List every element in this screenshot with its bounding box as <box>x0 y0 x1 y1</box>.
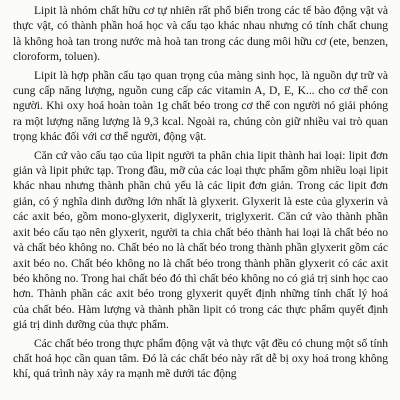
paragraph-lipid-role: Lipit là hợp phần cấu tạo quan trọng của màng sinh học, là nguồn dự trữ và cung cấp năng lượng, nguồn cung cấp các vitamin A, D, E, K... cho cơ thể con người. Khi oxy hoá hoàn toàn 1g chất béo trong cơ thể con người nó giải phóng ra một lượng năng lượng là 9,3 kcal. Ngoài ra, chúng còn giữ nhiều vai trò quan trọng khác đối với cơ thể người, động vật. <box>13 68 388 144</box>
paragraph-lipid-classification: Căn cứ vào cấu tạo của lipit người ta phân chia lipit thành hai loại: lipit đơn giản và lipit phức tạp. Trong đầu, mỡ của các loại thực phẩm gồm nhiều loại lipit khác nhau nhưng thành phần chủ yếu là các lipit đơn giản. Trong các lipit đơn giản, có ý nghĩa dinh dưỡng lớn nhất là glyxerit. Glyxerit là este của glyxerin và các axit béo, gồm mono-glyxerit, diglyxerit, triglyxerit. Căn cứ vào thành phần axit béo cấu tạo nên glyxerit, người ta chia chất béo thành hai loại là chất béo no và chất béo không no. Chất béo no là chất béo trong thành phần glyxerit gồm các axit béo no. Chất béo không no là chất béo trong thành phần glyxerit có các axit béo không no. Trong hai chất béo đó thì chất béo không no có giá trị sinh học cao hơn. Thành phần các axit béo trong glyxerit quyết định những tính chất lý hoá của chất béo. Hàm lượng và thành phần lipit có trong các thực phẩm quyết định giá trị dinh dưỡng của thực phẩm. <box>13 148 388 332</box>
paragraph-lipid-chemical-properties: Các chất béo trong thực phẩm động vật và thực vật đều có chung một số tính chất hoá học cần quan tâm. Đó là các chất béo này rất dễ bị oxy hoá trong không khí, quá trình này xảy ra mạnh mẽ dưới tác động <box>13 336 388 381</box>
paragraph-lipid-definition: Lipit là nhóm chất hữu cơ tự nhiên rất phổ biến trong các tế bào động vật và thực vật, có thành phần hoá học và cấu tạo khác nhau nhưng có tính chất chung là không hoà tan trong nước mà hoà tan trong các dung môi hữu cơ (ete, benzen, cloroform, toluen). <box>13 4 388 64</box>
